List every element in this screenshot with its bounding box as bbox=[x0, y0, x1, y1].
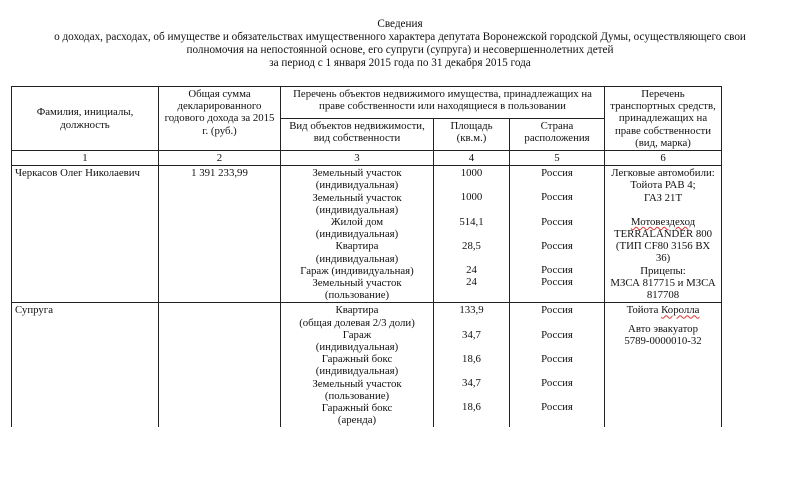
area-value: 1000 bbox=[460, 191, 483, 204]
realty-type: Жилой дом bbox=[330, 216, 384, 229]
header-vehicles: Перечень транспортных средств, принадлежащих на праве собственности (вид, марка) bbox=[605, 87, 722, 151]
header-realty-type: Вид объектов недвижимости, вид собственности bbox=[281, 119, 434, 151]
column-number: 1 bbox=[12, 151, 159, 166]
country-value: Россия bbox=[541, 167, 573, 180]
header-country: Страна расположения bbox=[510, 119, 605, 151]
realty-type: Гаражный бокс bbox=[321, 353, 393, 366]
column-number: 2 bbox=[159, 151, 281, 166]
realty-type: Квартира bbox=[335, 240, 379, 253]
vehicle-make: Тойота bbox=[626, 304, 662, 317]
realty-type-cell bbox=[281, 166, 434, 303]
country-value: Россия bbox=[541, 239, 573, 252]
area-value: 28,5 bbox=[462, 239, 481, 252]
declaration-table bbox=[11, 86, 722, 427]
ownership-type: (индивидуальная) bbox=[315, 203, 399, 216]
column-number: 5 bbox=[510, 151, 605, 166]
ownership-type: (пользование) bbox=[324, 289, 390, 302]
column-number: 6 bbox=[605, 151, 722, 166]
header-row-1 bbox=[12, 87, 722, 119]
realty-item bbox=[284, 402, 430, 426]
area-cell bbox=[434, 166, 510, 303]
country-value: Россия bbox=[541, 304, 573, 317]
country-value: Россия bbox=[541, 328, 573, 341]
vehicle-item: Тойота РАВ 4; bbox=[630, 179, 696, 192]
vehicle-label: Прицепы: bbox=[640, 264, 686, 277]
column-number: 3 bbox=[281, 151, 434, 166]
vehicle-item: ГАЗ 21Т bbox=[643, 191, 683, 204]
spell-underline-text: Мотовездеход bbox=[630, 215, 696, 228]
ownership-type: (индивидуальная) bbox=[315, 365, 399, 378]
country-value: Россия bbox=[541, 401, 573, 414]
title-line-2: о доходах, расходах, об имуществе и обязательствах имущественного характера депутата Воронежской городской Думы, осуществляющего свои bbox=[54, 31, 746, 43]
vehicle-item: МЗСА 817715 и МЗСА 817708 bbox=[610, 276, 716, 302]
country-cell bbox=[510, 303, 605, 428]
country-value: Россия bbox=[541, 264, 573, 277]
header-name: Фамилия, инициалы, должность bbox=[12, 87, 159, 151]
realty-item bbox=[284, 265, 430, 277]
vehicle-label bbox=[608, 216, 718, 228]
title-line-1: Сведения bbox=[377, 18, 423, 30]
header-realty-group: Перечень объектов недвижимого имущества, принадлежащих на праве собственности или находящиеся в пользовании bbox=[281, 87, 605, 119]
ownership-type: (индивидуальная) bbox=[315, 252, 399, 265]
person-name: Черкасов Олег Николаевич bbox=[12, 166, 159, 303]
realty-type: Квартира bbox=[335, 304, 379, 317]
column-number: 4 bbox=[434, 151, 510, 166]
area-value: 18,6 bbox=[462, 401, 481, 414]
area-value: 133,9 bbox=[459, 304, 484, 317]
header-income: Общая сумма декларированного годового дохода за 2015 г. (руб.) bbox=[159, 87, 281, 151]
realty-type: Гараж bbox=[342, 328, 372, 341]
vehicle-label: Авто эвакуатор bbox=[628, 322, 698, 335]
realty-item bbox=[284, 353, 430, 377]
income-value: 1 391 233,99 bbox=[159, 166, 281, 303]
title-line-4: за период с 1 января 2015 года по 31 декабря 2015 года bbox=[269, 57, 531, 69]
vehicle-item bbox=[608, 304, 718, 316]
area-value: 24 bbox=[466, 264, 477, 277]
header-area: Площадь (кв.м.) bbox=[434, 119, 510, 151]
vehicle-label: Легковые автомобили: bbox=[611, 167, 715, 180]
realty-type: Земельный участок bbox=[312, 277, 402, 290]
column-number-row bbox=[12, 151, 722, 166]
ownership-type: (индивидуальная) bbox=[315, 228, 399, 241]
realty-type: Земельный участок bbox=[312, 191, 402, 204]
vehicles-cell bbox=[605, 166, 722, 303]
ownership-type: (индивидуальная) bbox=[315, 341, 399, 354]
country-value: Россия bbox=[541, 215, 573, 228]
realty-item bbox=[284, 277, 430, 301]
realty-item bbox=[284, 167, 430, 191]
ownership-type: (аренда) bbox=[337, 414, 377, 427]
realty-type: Гараж (индивидуальная) bbox=[300, 264, 414, 277]
area-cell bbox=[434, 303, 510, 428]
ownership-type: (пользование) bbox=[324, 389, 390, 402]
ownership-type: (общая долевая 2/3 доли) bbox=[299, 316, 415, 329]
country-value: Россия bbox=[541, 191, 573, 204]
vehicle-item: (ТИП CF80 3156 ВХ 36) bbox=[615, 240, 711, 265]
realty-type: Земельный участок bbox=[312, 167, 402, 180]
title-line-3: полномочия на непостоянной основе, его супруги (супруга) и несовершеннолетних детей bbox=[186, 44, 614, 56]
income-value bbox=[159, 303, 281, 428]
ownership-type: (индивидуальная) bbox=[315, 179, 399, 192]
realty-item bbox=[284, 192, 430, 216]
area-value: 1000 bbox=[460, 167, 483, 180]
area-value: 18,6 bbox=[462, 352, 481, 365]
country-cell bbox=[510, 166, 605, 303]
table-row bbox=[12, 303, 722, 428]
vehicle-item: TERRALANDER 800 bbox=[613, 228, 713, 241]
realty-item bbox=[284, 216, 430, 240]
area-value: 24 bbox=[466, 276, 477, 289]
realty-item bbox=[284, 304, 430, 328]
area-value: 34,7 bbox=[462, 377, 481, 390]
realty-item bbox=[284, 240, 430, 264]
person-name: Супруга bbox=[12, 303, 159, 428]
realty-item bbox=[284, 329, 430, 353]
vehicles-cell bbox=[605, 303, 722, 428]
realty-type: Гаражный бокс bbox=[321, 402, 393, 415]
area-value: 34,7 bbox=[462, 328, 481, 341]
realty-type: Земельный участок bbox=[312, 377, 402, 390]
realty-item bbox=[284, 378, 430, 402]
country-value: Россия bbox=[541, 377, 573, 390]
country-value: Россия bbox=[541, 352, 573, 365]
country-value: Россия bbox=[541, 276, 573, 289]
spell-underline-text: Королла bbox=[661, 304, 700, 317]
area-value: 514,1 bbox=[459, 215, 484, 228]
realty-type-cell bbox=[281, 303, 434, 428]
table-row bbox=[12, 166, 722, 303]
vehicle-item: 5789-0000010-32 bbox=[624, 334, 702, 347]
